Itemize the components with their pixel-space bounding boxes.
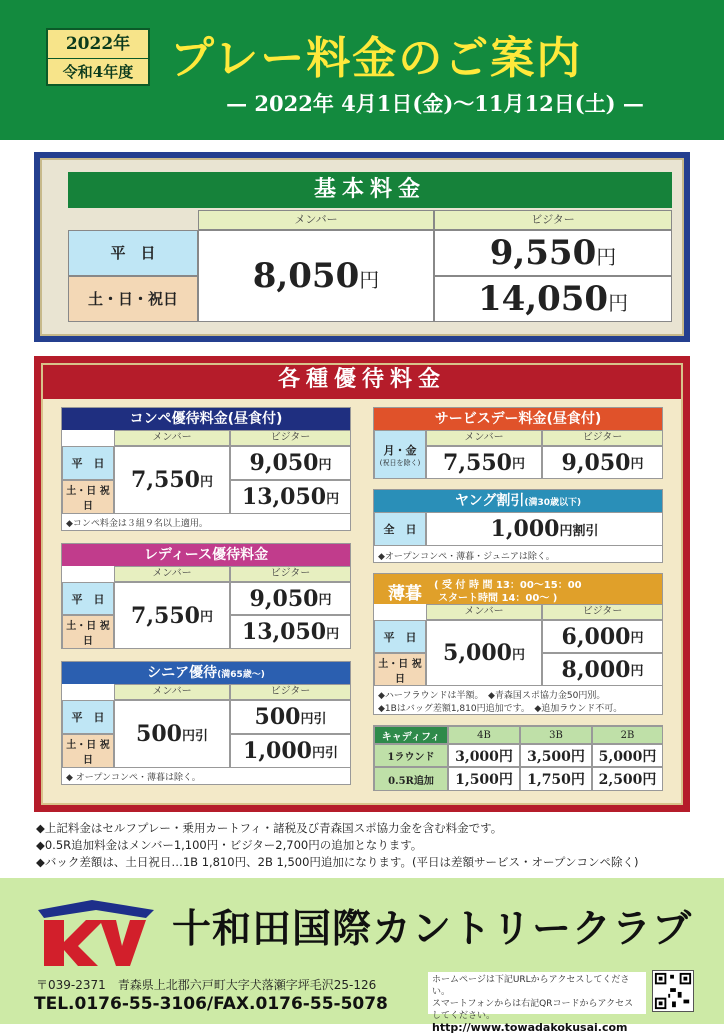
- caddie-cell: 1,500円: [448, 767, 520, 791]
- page-title: プレー料金のご案内: [170, 33, 583, 84]
- service-day-label-cell: [374, 430, 426, 479]
- discount-title: 各種優待料金: [43, 365, 681, 399]
- senior-weekend-label: 土・日 祝 日: [62, 734, 114, 768]
- twilight-visitor-weekday: [542, 620, 663, 653]
- year-badge: [46, 28, 150, 86]
- young-card: [373, 489, 663, 563]
- yen-unit: 円: [630, 631, 644, 646]
- website-note-2: スマートフォンからは右記QRコードからアクセスしてください。: [432, 999, 634, 1021]
- ladies-member-value: 7,550: [131, 602, 200, 629]
- club-phone-fax: TEL.0176-55-3106/FAX.0176-55-5078: [34, 994, 388, 1014]
- senior-visitor-weekend: [230, 734, 351, 768]
- young-note: ◆オープンコンペ・薄暮・ジュニアは除く。: [378, 552, 555, 562]
- ladies-visitor-weekend: [230, 615, 351, 649]
- basic-weekday-label: 平 日: [68, 230, 198, 276]
- service-visitor-price: [542, 446, 663, 479]
- twilight-note-1: ◆ハーフラウンドは半額。 ◆青森国スポ協力金50円別。: [378, 691, 606, 701]
- service-member-value: 7,550: [443, 449, 512, 476]
- basic-member-price: [198, 230, 434, 322]
- twilight-member-header: メンバー: [426, 604, 542, 620]
- service-day-title: サービスデー料金(昼食付): [374, 408, 662, 430]
- ladies-weekend-label: 土・日 祝 日: [62, 615, 114, 649]
- discount-panel: [34, 356, 690, 812]
- senior-member-header: メンバー: [114, 684, 230, 700]
- caddie-row-label: 1ラウンド: [374, 744, 448, 767]
- service-visitor-header: ビジター: [542, 430, 663, 446]
- senior-visitor-header: ビジター: [230, 684, 351, 700]
- senior-visitor-weekday-value: 500: [254, 704, 301, 730]
- yen-unit: 円: [199, 610, 213, 625]
- yen-unit: 円: [318, 593, 332, 608]
- twilight-visitor-weekend-value: 8,000: [561, 656, 631, 683]
- senior-weekday-label: 平 日: [62, 700, 114, 734]
- fee-note: ◆バック差額は、土日祝日…1B 1,810円、2B 1,500円追加になります。(平日は差額サービス・オープンコンペ除く): [36, 855, 639, 869]
- caddie-cell: 2,500円: [592, 767, 663, 791]
- basic-member-header: メンバー: [198, 210, 434, 230]
- caddie-cell: 3,500円: [520, 744, 592, 767]
- twilight-visitor-header: ビジター: [542, 604, 663, 620]
- caddie-header-4b: 4B: [448, 726, 520, 744]
- fee-notes: [36, 820, 638, 871]
- twilight-header: [374, 574, 662, 604]
- twilight-time-reception: ( 受 付 時 間 13：00～15：00: [434, 580, 582, 591]
- compe-member-header: メンバー: [114, 430, 230, 446]
- compe-title: コンペ優待料金(昼食付): [62, 408, 350, 430]
- era-label: 令和4年度: [62, 63, 134, 81]
- caddie-cell: 3,000円: [448, 744, 520, 767]
- senior-card: [61, 661, 351, 785]
- ladies-visitor-weekday: [230, 582, 351, 615]
- discount-suffix: 円引: [311, 745, 338, 761]
- qr-code[interactable]: [652, 970, 694, 1012]
- twilight-weekday-label: 平 日: [374, 620, 426, 653]
- compe-weekend-label: 土・日 祝 日: [62, 480, 114, 514]
- club-logo: [34, 896, 158, 968]
- compe-weekday-label: 平 日: [62, 446, 114, 480]
- basic-visitor-weekend-value: 14,050: [477, 279, 609, 319]
- twilight-visitor-weekend: [542, 653, 663, 686]
- compe-visitor-header: ビジター: [230, 430, 351, 446]
- twilight-card: [373, 573, 663, 715]
- compe-note: ◆コンペ料金は３組９名以上適用。: [66, 519, 208, 529]
- caddie-header-label: キャディフィ: [374, 726, 448, 744]
- young-price-value: 1,000: [490, 516, 560, 542]
- season-period: — 2022年 4月1日(金)～11月12日(土) —: [226, 91, 644, 116]
- fee-note: ◆上記料金はセルフプレー・乗用カートフィ・諸税及び青森国スポ協力金を含む料金です。: [36, 821, 503, 835]
- senior-visitor-weekend-value: 1,000: [243, 738, 312, 764]
- ladies-visitor-weekday-value: 9,050: [249, 585, 319, 612]
- service-day-label: 月・金: [383, 443, 417, 457]
- senior-header: [62, 662, 350, 684]
- basic-fee-panel: [34, 152, 690, 342]
- basic-fee-title: 基本料金: [68, 172, 672, 208]
- ladies-card: [61, 543, 351, 649]
- website-url[interactable]: http://www.towadakokusai.com: [432, 1021, 628, 1034]
- basic-visitor-weekday-price: [434, 230, 672, 276]
- service-day-card: [373, 407, 663, 479]
- basic-fee-inner: [40, 158, 684, 336]
- yen-unit: 円: [630, 457, 644, 472]
- yen-unit: 円: [199, 474, 213, 490]
- young-day-label: 全 日: [374, 512, 426, 546]
- fee-note: ◆0.5R追加料金はメンバー1,100円・ビジター2,700円の追加となります。: [36, 838, 423, 852]
- senior-title-sub: (満65歳～): [217, 670, 265, 680]
- yen-unit: 円: [630, 664, 644, 679]
- caddie-header-2b: 2B: [592, 726, 663, 744]
- caddie-cell: 1,750円: [520, 767, 592, 791]
- yen-unit: 円: [359, 268, 380, 292]
- ladies-visitor-header: ビジター: [230, 566, 351, 582]
- yen-unit: 円: [596, 245, 617, 269]
- twilight-member-value: 5,000: [443, 640, 512, 666]
- young-header: [374, 490, 662, 512]
- yen-unit: 円: [511, 457, 525, 472]
- basic-visitor-header: ビジター: [434, 210, 672, 230]
- ladies-visitor-weekend-value: 13,050: [241, 619, 327, 645]
- compe-member-price: [114, 446, 230, 514]
- basic-member-price-value: 8,050: [252, 256, 360, 296]
- senior-note: ◆ オープンコンペ・薄暮は除く。: [66, 773, 201, 783]
- header-banner: [0, 0, 724, 140]
- discount-inner: [41, 363, 683, 805]
- discount-suffix: 円引: [181, 728, 208, 744]
- discount-suffix: 円引: [300, 711, 327, 727]
- caddie-fee-table: [373, 725, 663, 791]
- twilight-note-2: ◆1Bはバッグ差額1,810円追加です。 ◆追加ラウンド不可。: [378, 704, 623, 714]
- twilight-time-start: スタート時間 14：00～ ): [438, 593, 558, 604]
- twilight-title: 薄暮: [388, 584, 422, 604]
- ladies-weekday-label: 平 日: [62, 582, 114, 615]
- basic-visitor-weekday-value: 9,550: [489, 233, 597, 273]
- yen-unit: 円: [511, 647, 525, 663]
- ladies-title: レディース優待料金: [62, 544, 350, 566]
- twilight-member-price: [426, 620, 542, 686]
- caddie-row-label: 0.5R追加: [374, 767, 448, 791]
- service-member-header: メンバー: [426, 430, 542, 446]
- senior-member-value: 500: [136, 721, 182, 747]
- service-member-price: [426, 446, 542, 479]
- club-address: 〒039-2371 青森県上北郡六戸町大字犬落瀬字坪毛沢25-126: [36, 978, 377, 992]
- service-visitor-value: 9,050: [561, 449, 631, 476]
- caddie-header-3b: 3B: [520, 726, 592, 744]
- club-name: 十和田国際カントリークラブ: [172, 907, 693, 952]
- compe-visitor-weekday: [230, 446, 351, 480]
- compe-visitor-weekday-value: 9,050: [249, 450, 319, 476]
- senior-member-price: [114, 700, 230, 768]
- website-box: [428, 972, 646, 1034]
- compe-member-value: 7,550: [131, 467, 200, 493]
- yen-unit: 円: [326, 626, 340, 642]
- senior-visitor-weekday: [230, 700, 351, 734]
- compe-card: [61, 407, 351, 531]
- twilight-weekend-label: 土・日 祝 日: [374, 653, 426, 686]
- ladies-member-price: [114, 582, 230, 649]
- compe-visitor-weekend: [230, 480, 351, 514]
- yen-unit: 円: [326, 491, 340, 507]
- compe-visitor-weekend-value: 13,050: [241, 484, 327, 510]
- yen-unit: 円: [608, 291, 629, 315]
- ladies-member-header: メンバー: [114, 566, 230, 582]
- caddie-cell: 5,000円: [592, 744, 663, 767]
- service-day-sub: (祝日を除く): [379, 458, 421, 467]
- young-title: ヤング割引: [454, 493, 525, 509]
- yen-unit: 円: [318, 457, 332, 473]
- basic-weekend-label: 土・日・祝日: [68, 276, 198, 322]
- website-note-1: ホームページは下記URLからアクセスしてください。: [432, 975, 630, 997]
- senior-title: シニア優待: [147, 665, 218, 681]
- young-price: [426, 512, 663, 546]
- basic-visitor-weekend-price: [434, 276, 672, 322]
- year-label: 2022年: [48, 30, 148, 59]
- young-title-sub: (満30歳以下): [524, 498, 582, 508]
- discount-suffix: 円割引: [559, 523, 599, 539]
- twilight-visitor-weekday-value: 6,000: [561, 623, 631, 650]
